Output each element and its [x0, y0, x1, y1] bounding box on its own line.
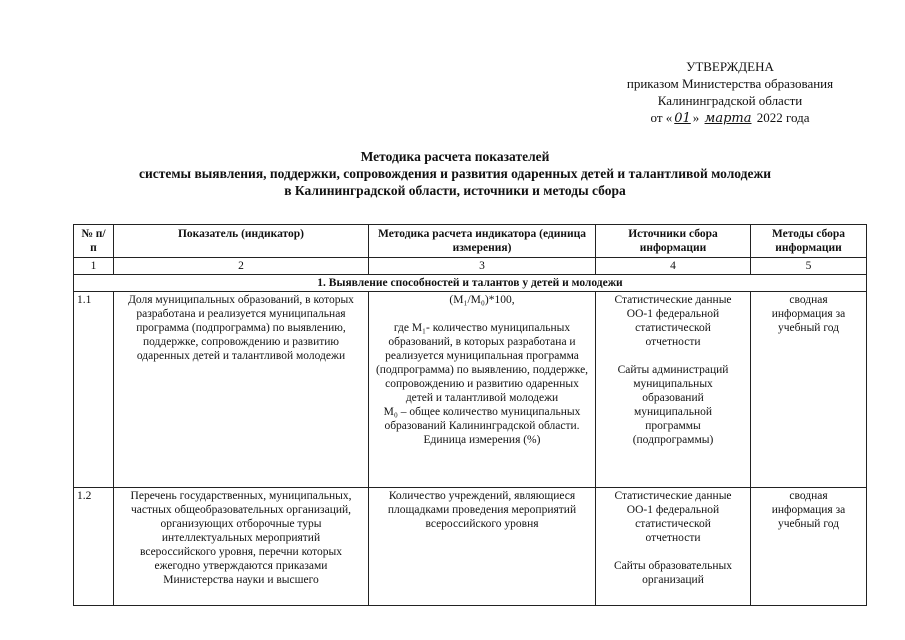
- table-row: [74, 292, 867, 488]
- header-sources: Источники сбора информации: [596, 225, 751, 258]
- row-sources: Статистические данные ОО-1 федеральной статистической отчетности Сайты администраций муниципальных образований муниципальной программы (подпрограммы): [596, 292, 751, 488]
- date-month-handwritten: марта: [704, 111, 752, 126]
- col-number: 4: [596, 258, 751, 275]
- row-sources: Статистические данные ОО-1 федеральной статистической отчетности Сайты образовательных организаций: [596, 488, 751, 606]
- row-num: 1.1: [74, 292, 114, 488]
- row-indicator: Перечень государственных, муниципальных, частных общеобразовательных организаций, организующих отборочные туры интеллектуальных мероприятий всероссийского уровня, перечни которых ежегодно утверждаются приказами Министерства науки и высшего: [114, 488, 369, 606]
- header-method: Методика расчета индикатора (единица измерения): [369, 225, 596, 258]
- approval-heading: УТВЕРЖДЕНА: [686, 59, 774, 74]
- title-line-2: системы выявления, поддержки, сопровождения и развития одаренных детей и талантливой молодежи: [138, 166, 772, 181]
- header-methods: Методы сбора информации: [751, 225, 867, 258]
- row-methods: сводная информация за учебный год: [751, 292, 867, 488]
- title-line-1: Методика расчета показателей: [360, 149, 550, 164]
- header-indicator: Показатель (индикатор): [114, 225, 369, 258]
- date-mid: »: [692, 110, 700, 125]
- approval-line-1: приказом Министерства образования: [626, 76, 834, 91]
- approval-line-2: Калининградской области: [657, 93, 803, 108]
- approval-block: [600, 58, 860, 127]
- indicators-table: [73, 224, 867, 606]
- table-row: [74, 488, 867, 606]
- row-num: 1.2: [74, 488, 114, 606]
- col-number: 5: [751, 258, 867, 275]
- date-prefix: от «: [650, 110, 673, 125]
- row-indicator: Доля муниципальных образований, в которых разработана и реализуется муниципальная программа (подпрограмма) по выявлению, поддержке, сопровождению и развитию одаренных детей и талантливой молодежи: [114, 292, 369, 488]
- approval-date: [600, 109, 860, 127]
- row-method: (M₁/M₀)*100, где M₁- количество муниципальных образований, в которых разработана и реализуется муниципальная программа (подпрограмма) по выявлению, поддержке, сопровождению и развитию одаренных детей и талантливой молодежи M₀ – общее количество муниципальных образований Калининградской области. Единица измерения (%): [369, 292, 596, 488]
- date-suffix: 2022 года: [756, 110, 810, 125]
- title-line-3: в Калининградской области, источники и методы сбора: [284, 183, 626, 198]
- row-method: Количество учреждений, являющиеся площадками проведения мероприятий всероссийского уровня: [369, 488, 596, 606]
- date-day-handwritten: 01: [674, 111, 691, 126]
- col-number: 3: [369, 258, 596, 275]
- section-row: [74, 275, 867, 292]
- column-numbers-row: [74, 258, 867, 275]
- section-title: 1. Выявление способностей и талантов у детей и молодежи: [74, 275, 867, 292]
- col-number: 1: [74, 258, 114, 275]
- col-number: 2: [114, 258, 369, 275]
- document-title: [60, 148, 850, 199]
- header-num: № п/п: [74, 225, 114, 258]
- row-methods: сводная информация за учебный год: [751, 488, 867, 606]
- header-row: [74, 225, 867, 258]
